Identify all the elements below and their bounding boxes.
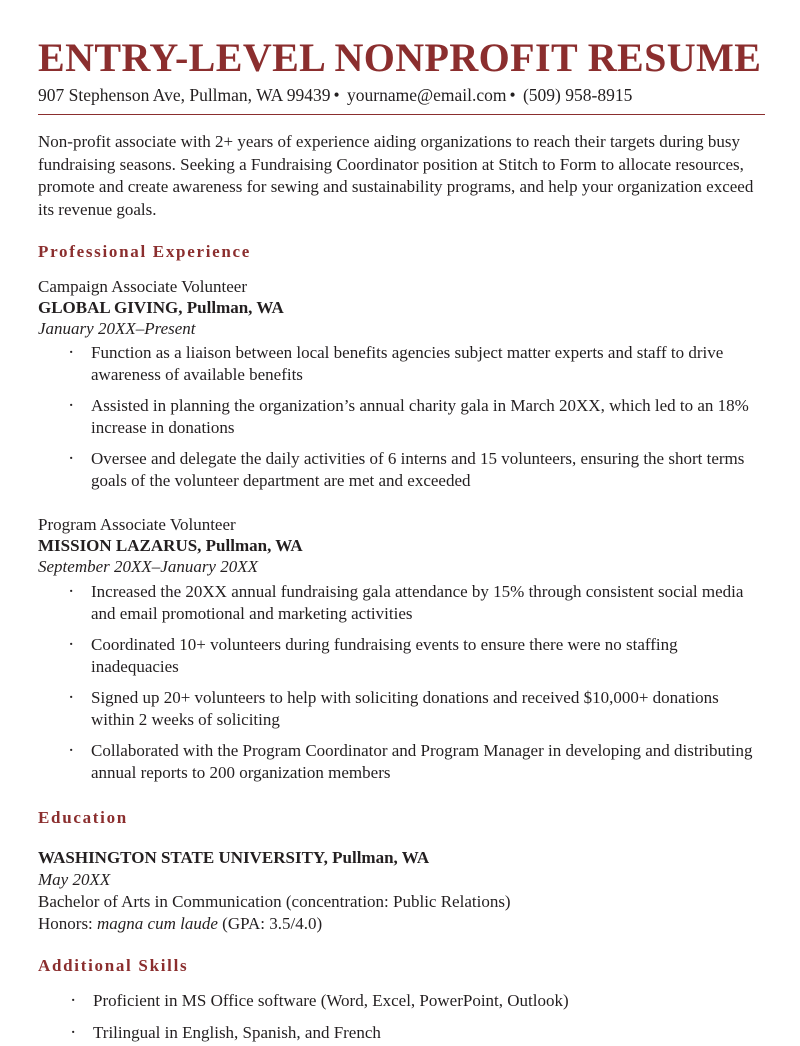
education-honors-gpa: (GPA: 3.5/4.0) (217, 913, 323, 933)
list-item: · Signed up 20+ volunteers to help with soliciting donations and received $10,000+ donations within 2 weeks of soliciting (38, 687, 764, 731)
section-professional-experience (38, 242, 764, 785)
education-honors-latin: magna cum laude (97, 913, 218, 933)
education-date: May 20XX (38, 870, 111, 890)
education-honors (38, 913, 764, 935)
list-item: · Proficient in MS Office software (Word, Excel, PowerPoint, Outlook) (38, 990, 764, 1012)
education-honors-prefix: Honors: (38, 913, 98, 933)
contact-separator-2: • (509, 85, 516, 106)
job-bullet-list (38, 581, 764, 785)
education-school: WASHINGTON STATE UNIVERSITY, Pullman, WA (38, 848, 430, 868)
section-heading-education: Education (38, 808, 128, 828)
section-heading-experience: Professional Experience (38, 241, 252, 261)
header-divider (38, 114, 765, 115)
list-item: · Oversee and delegate the daily activities of 6 interns and 15 volunteers, ensuring the short terms goals of the volunteer department are met and exceeded (38, 448, 764, 492)
list-item: · Assisted in planning the organization’s annual charity gala in March 20XX, which led to an 18% increase in donations (38, 395, 764, 439)
job-bullet-list (38, 342, 764, 493)
job-title: Campaign Associate Volunteer (38, 276, 248, 296)
contact-phone[interactable]: (509) 958-8915 (522, 85, 633, 106)
job-organization: MISSION LAZARUS, Pullman, WA (38, 536, 303, 556)
job-entry (38, 514, 764, 784)
skills-list (38, 990, 764, 1044)
list-item: · Trilingual in English, Spanish, and French (38, 1022, 764, 1044)
list-item: · Collaborated with the Program Coordinator and Program Manager in developing and distributing annual reports to 200 organization members (38, 740, 764, 784)
job-dates: January 20XX–Present (38, 318, 196, 338)
section-additional-skills (38, 956, 764, 1044)
job-organization: GLOBAL GIVING, Pullman, WA (38, 297, 284, 317)
job-entry (38, 276, 764, 493)
contact-line (38, 85, 764, 107)
page-title: ENTRY-LEVEL NONPROFIT RESUME (38, 35, 762, 80)
contact-address: 907 Stephenson Ave, Pullman, WA 99439 (38, 85, 331, 106)
section-heading-skills: Additional Skills (38, 956, 189, 976)
summary-paragraph: Non-profit associate with 2+ years of experience aiding organizations to reach their targets during busy fundraising seasons. Seeking a Fundraising Coordinator position at Stitch to Form to allocate resources, promote and create awareness for sewing and sustainability programs, and help your organization exceed its revenue goals. (38, 132, 754, 219)
list-item: · Coordinated 10+ volunteers during fundraising events to ensure there were no staffing inadequacies (38, 634, 764, 678)
job-dates: September 20XX–January 20XX (38, 557, 258, 577)
job-title: Program Associate Volunteer (38, 515, 236, 535)
list-item: · Function as a liaison between local benefits agencies subject matter experts and staff to drive awareness of available benefits (38, 342, 764, 386)
section-education (38, 808, 764, 934)
list-item: · Increased the 20XX annual fundraising gala attendance by 15% through consistent social media and email promotional and marketing activities (38, 581, 764, 625)
education-entry (38, 847, 764, 934)
contact-email[interactable]: yourname@email.com (347, 85, 507, 106)
contact-separator-1: • (333, 85, 340, 106)
education-degree: Bachelor of Arts in Communication (concentration: Public Relations) (38, 891, 511, 911)
